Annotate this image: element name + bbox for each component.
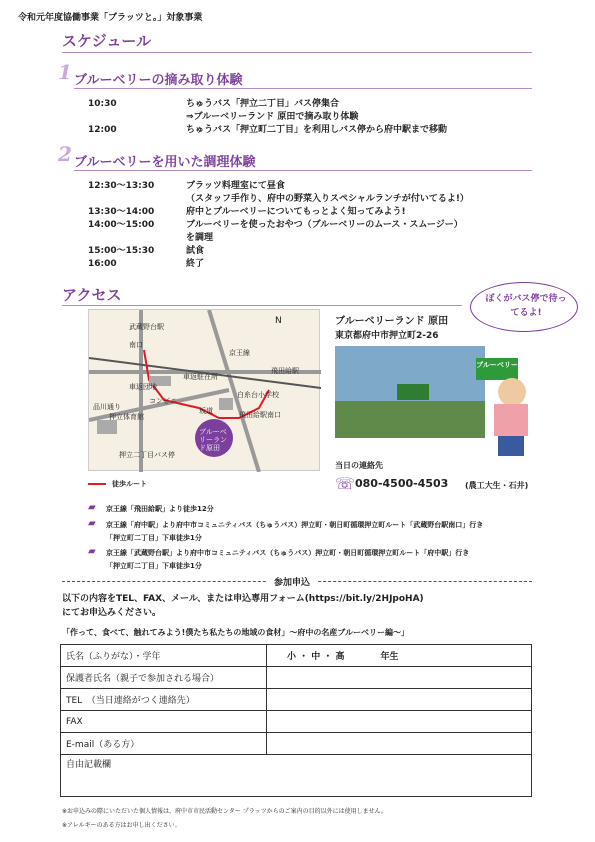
item2-title: ブルーベリーを用いた調理体験 (74, 155, 256, 170)
form-row (61, 689, 532, 711)
footnote-1: ※お申込みの際にいただいた個人情報は、府中市市民活動センター プラッツからのご案内の目的以外には使用しません。 (62, 808, 387, 815)
speech-bubble (470, 282, 578, 332)
schedule-row: 10:30 ちゅうバス「押立二丁目」バス停集合 (88, 99, 340, 109)
map-label-keio: 京王線 (229, 349, 250, 357)
character-sign: ブルーベリー (476, 358, 518, 380)
map-label-gym: 押立体育館 (109, 413, 144, 421)
form-row (61, 667, 532, 689)
schedule-row: 14:00～15:00 ブルーベリーを使ったおやつ（ブルーベリーのムース・スムージー） (88, 220, 463, 230)
event-title: 「作って、食べて、触れてみよう!僕たち私たちの地域の食材」～府中の名産ブルーベリー編～」 (62, 628, 410, 637)
form-label: 氏名（ふりがな）・学年 (61, 645, 267, 667)
schedule-row: 12:30～13:30 ブラッツ料理室にて昼食 (88, 181, 285, 191)
apply-line2: にてお申込みください。 (62, 608, 162, 618)
walk-icon: ▰ (88, 502, 96, 513)
application-form (60, 644, 532, 797)
map-label-south-exit: 飛田給駅南口 (239, 411, 281, 419)
form-field[interactable] (267, 667, 532, 689)
item1-title: ブルーベリーの摘み取り体験 (74, 73, 243, 88)
apply-line1: 以下の内容をTEL、FAX、メール、または申込専用フォーム(https://bit.ly/2HJpoHA) (62, 594, 424, 604)
farm-address: 東京都府中市押立町2-26 (335, 331, 439, 341)
form-field[interactable] (267, 711, 532, 733)
schedule-row: ⇒ブルーベリーランド 原田で摘み取り体験 (186, 112, 359, 122)
bubble-text: ぼくがバス停で待ってるよ! (485, 294, 567, 318)
item2-number: 2 (58, 142, 72, 166)
map-label-school: 白糸台小学校 (237, 391, 279, 399)
photo-ground (335, 401, 485, 438)
phone-note: (農工大生・石井) (465, 481, 529, 490)
item2-divider (74, 170, 532, 171)
character-legs (498, 436, 524, 456)
form-label: 保護者氏名（親子で参加される場合） (61, 667, 267, 689)
photo-sign (397, 384, 429, 400)
route-2b: 「押立町二丁目」下車徒歩1分 (106, 534, 202, 542)
form-label: E-mail（ある方） (61, 733, 267, 755)
form-label: FAX (61, 711, 267, 733)
map-label-cvs: コンビニ (149, 397, 177, 405)
item1-number: 1 (58, 60, 72, 84)
item1-divider (74, 88, 532, 89)
character-body (494, 404, 528, 436)
schedule-row: 13:30～14:00 府中とブルーベリーについてもっとよく知ってみよう! (88, 207, 406, 217)
bus-icon: ▰ (88, 546, 96, 557)
access-divider (62, 305, 462, 306)
building (219, 398, 233, 410)
form-field[interactable] (267, 733, 532, 755)
map-label-shinagawa: 品川通り (93, 403, 121, 411)
access-map (88, 309, 320, 471)
route-1: 京王線「飛田給駅」より徒歩12分 (106, 505, 214, 513)
form-row (61, 755, 532, 797)
form-field[interactable]: 小 ・ 中 ・ 高 年生 (267, 645, 532, 667)
building (97, 420, 117, 434)
free-text-field[interactable] (61, 755, 532, 797)
header-title: 令和元年度協働事業「ブラッツと。」対象事業 (18, 13, 203, 23)
map-label-farm: ブルーベリーランド原田 (199, 428, 227, 452)
schedule-row: 15:00～15:30 試食 (88, 246, 205, 256)
map-label-bus: 押立二丁目バス停 (119, 451, 175, 459)
schedule-row: を調理 (186, 233, 214, 243)
form-row (61, 711, 532, 733)
map-label-musashino: 武蔵野台駅 (129, 323, 164, 331)
schedule-title: スケジュール (62, 32, 152, 50)
schedule-divider (62, 52, 532, 53)
schedule-row: 16:00 終了 (88, 259, 205, 269)
contact-label: 当日の連絡先 (335, 461, 383, 470)
map-north: N (275, 316, 282, 326)
route-3b: 「押立町二丁目」下車徒歩1分 (106, 562, 202, 570)
farm-name: ブルーベリーランド 原田 (335, 316, 449, 327)
map-label-kurumagaeshi: 車返団地 (129, 383, 157, 391)
schedule-row: 12:00 ちゅうバス「押立町二丁目」を利用しバス停から府中駅まで移動 (88, 125, 448, 135)
farm-photo (335, 346, 485, 438)
phone-icon: ☏ (335, 474, 356, 493)
access-title: アクセス (62, 286, 122, 304)
form-row (61, 645, 532, 667)
bus-icon: ▰ (88, 518, 96, 529)
map-label-parking: 車返駐在所 (183, 373, 218, 381)
route-2: 京王線「府中駅」より府中市コミュニティバス（ちゅうバス）押立町・朝日町循環押立町ルート「武蔵野台駅南口」行き (106, 521, 484, 529)
map-label-tobitakyu: 飛田給駅 (271, 367, 299, 375)
map-label-sakanomichi: 坂道 (199, 407, 213, 415)
footnote-2: ※アレルギーのある方はお申し出ください。 (62, 822, 181, 829)
form-row (61, 733, 532, 755)
walk-route-legend: 徒歩ルート (112, 480, 147, 488)
walk-route-legend-line (88, 483, 106, 485)
character-head (498, 378, 526, 406)
free-text-label: 自由記載欄 (66, 760, 112, 770)
phone-number: 080-4500-4503 (355, 477, 449, 490)
form-label: TEL （当日連絡がつく連絡先） (61, 689, 267, 711)
schedule-row: （スタッフ手作り、府中の野菜入りスペシャルランチが付いてるよ!） (186, 194, 469, 204)
map-label-minami1: 南口 (129, 341, 143, 349)
apply-title: 参加申込 (268, 575, 316, 588)
route-3: 京王線「武蔵野台駅」より府中市コミュニティバス（ちゅうバス）押立町・朝日町循環押立町ルート「府中駅」行き (106, 549, 470, 557)
form-field[interactable] (267, 689, 532, 711)
